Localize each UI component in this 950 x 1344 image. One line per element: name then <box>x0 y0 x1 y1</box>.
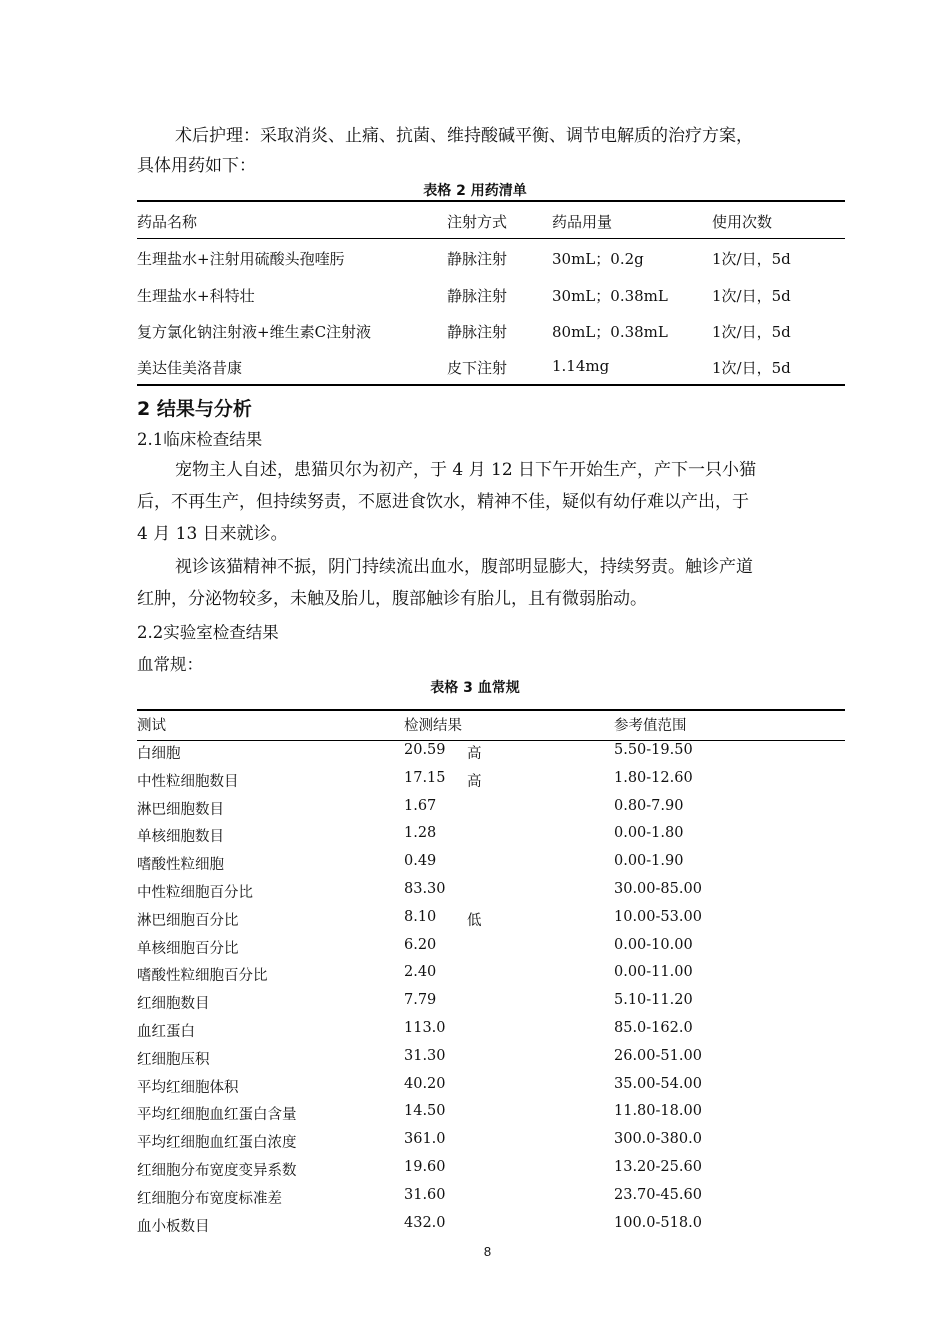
blood-routine-label: 血常规： <box>137 655 203 674</box>
table2-header-cell: 使用次数 <box>712 213 773 231</box>
table3-test-name: 血小板数目 <box>137 1219 210 1235</box>
table3-result-value: 31.60 <box>404 1187 446 1203</box>
table3-test-name: 红细胞分布宽度标准差 <box>137 1191 282 1207</box>
table2-header-cell: 药品名称 <box>137 213 198 231</box>
table2-top-rule <box>137 200 845 202</box>
table3-result-value: 0.49 <box>404 853 437 869</box>
table3-test-name: 单核细胞数目 <box>137 829 224 845</box>
table3-result-value: 19.60 <box>404 1159 446 1175</box>
table3-result-value: 113.0 <box>404 1020 446 1036</box>
table3-reference-range: 0.00-10.00 <box>614 937 693 953</box>
table3-header-rule <box>137 740 845 741</box>
table2-cell: 1次/日，5d <box>712 359 791 377</box>
table2-header-cell: 药品用量 <box>552 213 613 231</box>
table3-reference-range: 11.80-18.00 <box>614 1103 702 1119</box>
table3-test-name: 平均红细胞血红蛋白浓度 <box>137 1135 297 1151</box>
table3-reference-range: 23.70-45.60 <box>614 1187 702 1203</box>
table3-result-value: 1.28 <box>404 825 437 841</box>
p1-line-3: 4 月 13 日来就诊。 <box>137 524 288 544</box>
table3-result-value: 31.30 <box>404 1048 446 1064</box>
table3-flag: 高 <box>467 746 482 762</box>
section-heading: 2 结果与分析 <box>137 398 252 420</box>
table2-cell: 静脉注射 <box>447 250 508 268</box>
table2-cell: 静脉注射 <box>447 323 508 341</box>
table3-header-result: 检测结果 <box>404 718 462 734</box>
table3-result-value: 14.50 <box>404 1103 446 1119</box>
table3-reference-range: 0.80-7.90 <box>614 798 684 814</box>
table3-caption: 表格 3 血常规 <box>430 680 520 696</box>
table3-result-value: 2.40 <box>404 964 437 980</box>
table3-result-value: 17.15 <box>404 770 446 786</box>
intro-line-2: 具体用药如下： <box>137 156 256 176</box>
table2-cell: 30mL；0.2g <box>552 250 644 268</box>
table3-reference-range: 1.80-12.60 <box>614 770 693 786</box>
table2-cell: 1次/日，5d <box>712 323 791 341</box>
table2-caption: 表格 2 用药清单 <box>423 183 527 199</box>
page-number: 8 <box>483 1244 492 1259</box>
table2-cell: 美达佳美洛昔康 <box>137 359 243 377</box>
p2-line-1: 视诊该猫精神不振，阴门持续流出血水，腹部明显膨大，持续努责。触诊产道 <box>175 557 753 577</box>
table3-result-value: 8.10 <box>404 909 437 925</box>
table3-test-name: 红细胞数目 <box>137 996 210 1012</box>
subsection-2-1: 2.1临床检查结果 <box>137 430 263 449</box>
table2-cell: 复方氯化钠注射液+维生素C注射液 <box>137 323 372 341</box>
table3-flag: 高 <box>467 774 482 790</box>
table3-result-value: 83.30 <box>404 881 446 897</box>
table3-reference-range: 85.0-162.0 <box>614 1020 693 1036</box>
table3-test-name: 红细胞压积 <box>137 1052 210 1068</box>
table3-test-name: 平均红细胞血红蛋白含量 <box>137 1107 297 1123</box>
table3-reference-range: 0.00-1.90 <box>614 853 684 869</box>
table3-result-value: 1.67 <box>404 798 437 814</box>
table3-test-name: 嗜酸性粒细胞百分比 <box>137 968 268 984</box>
table3-test-name: 中性粒细胞百分比 <box>137 885 253 901</box>
table3-reference-range: 5.10-11.20 <box>614 992 693 1008</box>
table2-cell: 1.14mg <box>552 357 610 375</box>
table2-cell: 生理盐水+科特壮 <box>137 287 255 305</box>
table3-reference-range: 300.0-380.0 <box>614 1131 702 1147</box>
table3-header-test: 测试 <box>137 718 166 734</box>
p2-line-2: 红肿，分泌物较多，未触及胎儿，腹部触诊有胎儿，且有微弱胎动。 <box>137 589 647 609</box>
p1-line-2: 后，不再生产，但持续努责，不愿进食饮水，精神不佳，疑似有幼仔难以产出，于 <box>137 492 749 512</box>
table3-test-name: 平均红细胞体积 <box>137 1080 239 1096</box>
subsection-2-2: 2.2实验室检查结果 <box>137 623 279 642</box>
table3-test-name: 红细胞分布宽度变异系数 <box>137 1163 297 1179</box>
p1-line-1: 宠物主人自述，患猫贝尔为初产，于 4 月 12 日下午开始生产，产下一只小猫 <box>175 460 757 480</box>
table3-result-value: 6.20 <box>404 937 437 953</box>
table3-reference-range: 100.0-518.0 <box>614 1215 702 1231</box>
table3-test-name: 淋巴细胞百分比 <box>137 913 239 929</box>
table2-header-cell: 注射方式 <box>447 213 508 231</box>
table3-reference-range: 0.00-1.80 <box>614 825 684 841</box>
table2-cell: 生理盐水+注射用硫酸头孢喹肟 <box>137 250 345 268</box>
table2-cell: 80mL；0.38mL <box>552 323 668 341</box>
table3-result-value: 7.79 <box>404 992 437 1008</box>
table3-reference-range: 13.20-25.60 <box>614 1159 702 1175</box>
table3-test-name: 单核细胞百分比 <box>137 941 239 957</box>
table2-cell: 1次/日，5d <box>712 250 791 268</box>
table3-result-value: 361.0 <box>404 1131 446 1147</box>
table3-test-name: 白细胞 <box>137 746 181 762</box>
table2-cell: 皮下注射 <box>447 359 508 377</box>
table2-cell: 30mL；0.38mL <box>552 287 668 305</box>
table3-reference-range: 35.00-54.00 <box>614 1076 702 1092</box>
table3-test-name: 中性粒细胞数目 <box>137 774 239 790</box>
intro-line-1: 术后护理：采取消炎、止痛、抗菌、维持酸碱平衡、调节电解质的治疗方案， <box>175 126 753 146</box>
table3-header-range: 参考值范围 <box>614 718 687 734</box>
table2-bottom-rule <box>137 384 845 386</box>
table3-flag: 低 <box>467 913 482 929</box>
table3-reference-range: 10.00-53.00 <box>614 909 702 925</box>
table3-reference-range: 5.50-19.50 <box>614 742 693 758</box>
table3-test-name: 嗜酸性粒细胞 <box>137 857 224 873</box>
table2-cell: 静脉注射 <box>447 287 508 305</box>
table3-result-value: 432.0 <box>404 1215 446 1231</box>
table3-test-name: 血红蛋白 <box>137 1024 195 1040</box>
table2-cell: 1次/日，5d <box>712 287 791 305</box>
table3-reference-range: 30.00-85.00 <box>614 881 702 897</box>
table3-test-name: 淋巴细胞数目 <box>137 802 224 818</box>
table2-header-rule <box>137 238 845 239</box>
table3-reference-range: 26.00-51.00 <box>614 1048 702 1064</box>
table3-top-rule <box>137 709 845 711</box>
table3-result-value: 20.59 <box>404 742 446 758</box>
table3-reference-range: 0.00-11.00 <box>614 964 693 980</box>
table3-result-value: 40.20 <box>404 1076 446 1092</box>
